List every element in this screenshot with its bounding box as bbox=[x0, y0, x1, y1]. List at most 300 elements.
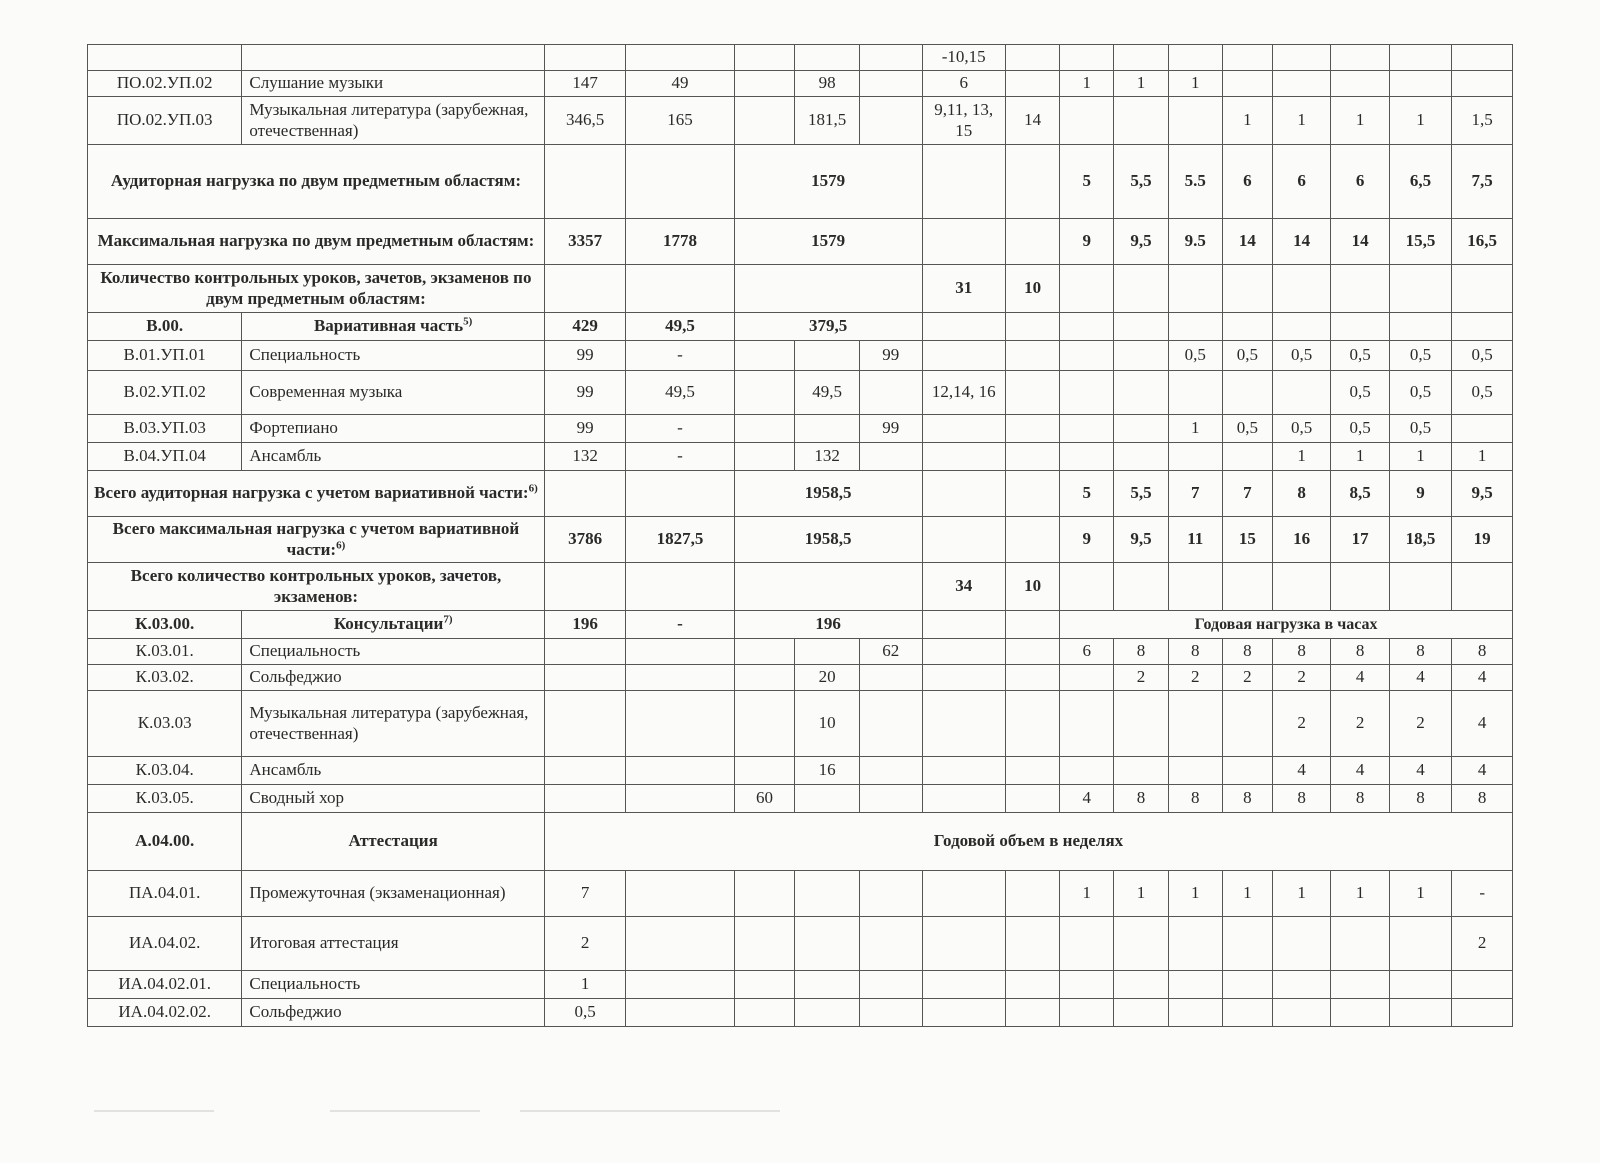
cell-text: Всего аудиторная нагрузка с учетом вариативной части: bbox=[94, 483, 529, 503]
table-cell bbox=[1222, 971, 1272, 999]
table-cell bbox=[626, 971, 734, 999]
table-cell bbox=[242, 871, 545, 917]
table-cell bbox=[734, 45, 795, 71]
table-cell bbox=[1060, 639, 1114, 665]
total-aud-label bbox=[88, 471, 545, 517]
cell-text: 7 bbox=[1243, 483, 1252, 503]
table-cell bbox=[1060, 45, 1114, 71]
table-cell bbox=[88, 971, 242, 999]
table-cell bbox=[1389, 443, 1452, 471]
table-cell bbox=[1452, 341, 1513, 371]
table-cell bbox=[1452, 999, 1513, 1027]
attest-header-row bbox=[88, 813, 1513, 871]
cell-text: 147 bbox=[572, 73, 598, 93]
table-cell bbox=[1168, 917, 1222, 971]
cell-text: В.04.УП.04 bbox=[123, 446, 206, 466]
cell-text: 1 bbox=[1191, 73, 1200, 93]
table-cell bbox=[1114, 415, 1168, 443]
cell-text: 4 bbox=[1297, 760, 1306, 780]
cell-text: Аудиторная нагрузка по двум предметным областям: bbox=[110, 171, 521, 191]
table-cell bbox=[795, 757, 860, 785]
cell-text: 9 bbox=[1082, 231, 1092, 251]
table-cell bbox=[1168, 757, 1222, 785]
cell-text: К.03.02. bbox=[135, 667, 194, 687]
table-cell bbox=[88, 665, 242, 691]
cell-text: 2 bbox=[1243, 667, 1252, 687]
cell-text: 8 bbox=[1477, 788, 1487, 808]
table-cell bbox=[1168, 639, 1222, 665]
cell-text: 8 bbox=[1243, 788, 1252, 808]
cell-text: 379,5 bbox=[809, 316, 848, 336]
table-cell bbox=[1168, 265, 1222, 313]
table-cell bbox=[1114, 517, 1168, 563]
table-cell bbox=[922, 313, 1005, 341]
table-cell bbox=[734, 871, 795, 917]
table-cell bbox=[242, 415, 545, 443]
cell-text: 0,5 bbox=[1409, 382, 1432, 402]
table-cell bbox=[1452, 971, 1513, 999]
table-cell bbox=[242, 97, 545, 145]
table-cell bbox=[922, 917, 1005, 971]
table-cell bbox=[734, 517, 922, 563]
table-cell bbox=[1331, 917, 1389, 971]
table-cell bbox=[1389, 639, 1452, 665]
table-cell bbox=[1222, 757, 1272, 785]
table-cell bbox=[1331, 443, 1389, 471]
cell-text: 1958,5 bbox=[804, 483, 852, 503]
table-cell bbox=[544, 757, 625, 785]
table-cell bbox=[1060, 471, 1114, 517]
cell-text: 0,5 bbox=[1349, 418, 1371, 438]
table-cell bbox=[88, 917, 242, 971]
cell-text: 1 bbox=[1082, 883, 1092, 903]
table-cell bbox=[626, 999, 734, 1027]
table-cell bbox=[1389, 917, 1452, 971]
table-cell bbox=[1452, 415, 1513, 443]
table-cell bbox=[734, 97, 795, 145]
table-cell bbox=[544, 265, 625, 313]
cell-text: 9 bbox=[1082, 529, 1092, 549]
table-cell bbox=[1114, 917, 1168, 971]
footnote-mark: 6) bbox=[528, 482, 538, 495]
table-cell bbox=[1331, 219, 1389, 265]
table-cell bbox=[544, 517, 625, 563]
table-cell bbox=[626, 871, 734, 917]
table-cell bbox=[1389, 757, 1452, 785]
cell-text: 9,5 bbox=[1130, 231, 1152, 251]
table-cell bbox=[922, 145, 1005, 219]
cell-text: К.03.00. bbox=[135, 614, 195, 634]
table-cell bbox=[1389, 97, 1452, 145]
table-cell bbox=[1005, 97, 1059, 145]
cell-text: 6 bbox=[1243, 171, 1252, 191]
cell-text: 8 bbox=[1355, 788, 1365, 808]
cell-text: 196 bbox=[815, 614, 841, 634]
cell-text: 346,5 bbox=[565, 110, 605, 130]
table-cell bbox=[1060, 757, 1114, 785]
table-cell bbox=[88, 97, 242, 145]
table-cell bbox=[544, 917, 625, 971]
cell-text: 8 bbox=[1136, 788, 1146, 808]
cell-text: 0,5 bbox=[1471, 345, 1493, 365]
table-cell bbox=[922, 871, 1005, 917]
cell-text: 16 bbox=[1293, 529, 1311, 549]
table-cell bbox=[1331, 757, 1389, 785]
table-cell bbox=[88, 415, 242, 443]
table-row bbox=[88, 415, 1513, 443]
table-cell bbox=[1452, 45, 1513, 71]
table-cell bbox=[242, 71, 545, 97]
total-max-label bbox=[88, 517, 545, 563]
cell-text: 49,5 bbox=[665, 316, 695, 336]
table-cell bbox=[1060, 97, 1114, 145]
table-cell bbox=[1222, 97, 1272, 145]
table-cell bbox=[734, 999, 795, 1027]
table-cell bbox=[1168, 871, 1222, 917]
table-cell bbox=[1389, 145, 1452, 219]
cell-text: 1 bbox=[1191, 418, 1200, 438]
table-cell bbox=[242, 999, 545, 1027]
table-cell bbox=[734, 371, 795, 415]
footnote-mark: 6) bbox=[336, 538, 346, 551]
cell-text: 5,5 bbox=[1130, 171, 1152, 191]
cell-text: ИА.04.02. bbox=[129, 933, 201, 953]
cell-text: 181,5 bbox=[807, 110, 847, 130]
cell-text: Сольфеджио bbox=[249, 1002, 342, 1022]
table-cell bbox=[859, 443, 922, 471]
table-cell bbox=[1114, 785, 1168, 813]
table-cell bbox=[242, 611, 545, 639]
cell-text: 1 bbox=[1297, 446, 1306, 466]
cell-text: 17 bbox=[1351, 529, 1369, 549]
table-cell bbox=[1272, 757, 1330, 785]
table-cell bbox=[544, 611, 625, 639]
table-cell bbox=[1114, 563, 1168, 611]
table-cell bbox=[88, 757, 242, 785]
table-cell bbox=[626, 219, 734, 265]
table-cell bbox=[795, 999, 860, 1027]
cell-text: 1 bbox=[1297, 110, 1306, 130]
table-cell bbox=[1114, 639, 1168, 665]
table-cell bbox=[795, 71, 860, 97]
table-cell bbox=[242, 917, 545, 971]
cell-text: 14 bbox=[1238, 231, 1256, 251]
cell-text: 16,5 bbox=[1467, 231, 1498, 251]
cell-text: 1 bbox=[1297, 883, 1306, 903]
table-cell bbox=[1272, 971, 1330, 999]
cell-text: 8 bbox=[1297, 641, 1306, 661]
table-cell bbox=[626, 757, 734, 785]
table-cell bbox=[859, 917, 922, 971]
table-cell bbox=[1452, 757, 1513, 785]
table-cell bbox=[859, 45, 922, 71]
table-cell bbox=[1222, 871, 1272, 917]
cell-text: 8 bbox=[1416, 641, 1425, 661]
cell-text: 1579 bbox=[811, 231, 846, 251]
table-cell bbox=[859, 999, 922, 1027]
footnote-mark: 7) bbox=[443, 613, 453, 626]
table-cell bbox=[1331, 313, 1389, 341]
table-cell bbox=[1005, 371, 1059, 415]
table-cell bbox=[1272, 871, 1330, 917]
table-cell bbox=[1168, 415, 1222, 443]
table-cell bbox=[242, 443, 545, 471]
cell-text: 49,5 bbox=[812, 382, 842, 402]
cell-text: 1,5 bbox=[1471, 110, 1493, 130]
cell-text: 7 bbox=[580, 883, 590, 903]
cell-text: 2 bbox=[1477, 933, 1487, 953]
table-cell bbox=[1005, 757, 1059, 785]
table-cell bbox=[544, 691, 625, 757]
table-cell bbox=[1389, 219, 1452, 265]
table-cell bbox=[859, 785, 922, 813]
table-cell bbox=[242, 757, 545, 785]
table-cell bbox=[1452, 917, 1513, 971]
table-cell bbox=[922, 971, 1005, 999]
cell-text: 1 bbox=[1416, 883, 1425, 903]
table-cell bbox=[1005, 471, 1059, 517]
table-cell bbox=[1452, 471, 1513, 517]
cell-text: 0,5 bbox=[1471, 382, 1493, 402]
table-cell bbox=[1331, 45, 1389, 71]
table-cell bbox=[626, 265, 734, 313]
table-cell bbox=[626, 639, 734, 665]
table-cell bbox=[626, 341, 734, 371]
table-cell bbox=[1114, 971, 1168, 999]
table-cell bbox=[88, 371, 242, 415]
table-cell bbox=[859, 415, 922, 443]
table-cell bbox=[88, 341, 242, 371]
cell-text: Максимальная нагрузка по двум предметным областям: bbox=[97, 231, 535, 251]
table-cell bbox=[1060, 665, 1114, 691]
cell-text: 14 bbox=[1024, 110, 1042, 130]
table-cell bbox=[859, 665, 922, 691]
cell-text: - bbox=[1479, 883, 1485, 903]
table-cell bbox=[1168, 443, 1222, 471]
table-cell bbox=[1452, 313, 1513, 341]
table-cell bbox=[1389, 691, 1452, 757]
cell-text: 6,5 bbox=[1409, 171, 1432, 191]
table-cell bbox=[1005, 71, 1059, 97]
table-cell bbox=[1005, 313, 1059, 341]
table-cell bbox=[1222, 563, 1272, 611]
table-cell bbox=[922, 471, 1005, 517]
table-cell bbox=[734, 443, 795, 471]
table-cell bbox=[859, 97, 922, 145]
table-cell bbox=[734, 691, 795, 757]
table-cell bbox=[1331, 371, 1389, 415]
table-cell bbox=[734, 219, 922, 265]
table-cell bbox=[1114, 145, 1168, 219]
cell-text: 8 bbox=[1191, 641, 1200, 661]
table-cell bbox=[1331, 563, 1389, 611]
cell-text: 9,5 bbox=[1471, 483, 1493, 503]
aud-load-row bbox=[88, 145, 1513, 219]
cell-text: Всего максимальная нагрузка с учетом вариативной части: bbox=[112, 519, 520, 559]
table-cell bbox=[626, 517, 734, 563]
table-cell bbox=[1389, 415, 1452, 443]
cell-text: 1 bbox=[1416, 446, 1425, 466]
table-cell bbox=[1331, 785, 1389, 813]
table-cell bbox=[1272, 371, 1330, 415]
table-cell bbox=[1222, 639, 1272, 665]
table-cell bbox=[626, 665, 734, 691]
table-cell bbox=[88, 813, 242, 871]
cell-text: 196 bbox=[572, 614, 598, 634]
cell-text: 1778 bbox=[663, 231, 697, 251]
cell-text: 165 bbox=[667, 110, 693, 130]
table-cell bbox=[795, 443, 860, 471]
table-cell bbox=[1060, 517, 1114, 563]
table-cell bbox=[734, 563, 922, 611]
table-cell bbox=[1060, 971, 1114, 999]
table-cell bbox=[544, 71, 625, 97]
cell-text: 0,5 bbox=[1349, 382, 1371, 402]
table-row bbox=[88, 785, 1513, 813]
table-cell bbox=[242, 785, 545, 813]
table-cell bbox=[544, 341, 625, 371]
table-cell bbox=[1005, 563, 1059, 611]
table-cell bbox=[1331, 265, 1389, 313]
cell-text: 8 bbox=[1477, 641, 1487, 661]
table-row bbox=[88, 917, 1513, 971]
table-cell bbox=[1272, 443, 1330, 471]
table-cell bbox=[1272, 145, 1330, 219]
table-cell bbox=[242, 341, 545, 371]
table-cell bbox=[922, 341, 1005, 371]
table-cell bbox=[1272, 639, 1330, 665]
cell-text: 9.5 bbox=[1184, 231, 1206, 251]
table-cell bbox=[1272, 97, 1330, 145]
table-row bbox=[88, 971, 1513, 999]
table-cell bbox=[1168, 219, 1222, 265]
cell-text: 1827,5 bbox=[656, 529, 704, 549]
table-cell bbox=[795, 341, 860, 371]
cell-text: 20 bbox=[818, 667, 836, 687]
cell-text: В.03.УП.03 bbox=[123, 418, 206, 438]
table-cell bbox=[1114, 471, 1168, 517]
table-cell bbox=[795, 45, 860, 71]
table-cell bbox=[922, 45, 1005, 71]
table-cell bbox=[1005, 871, 1059, 917]
table-cell bbox=[1060, 999, 1114, 1027]
table-cell bbox=[1331, 691, 1389, 757]
table-cell bbox=[1272, 415, 1330, 443]
table-cell bbox=[1060, 415, 1114, 443]
cell-text: 4 bbox=[1416, 667, 1425, 687]
cell-text: 31 bbox=[955, 278, 973, 298]
table-cell bbox=[1331, 999, 1389, 1027]
table-cell bbox=[1389, 971, 1452, 999]
table-cell bbox=[859, 341, 922, 371]
cell-text: Консультации bbox=[333, 614, 444, 634]
cell-text: 99 bbox=[576, 382, 594, 402]
table-cell bbox=[544, 219, 625, 265]
cell-text: Промежуточная (экзаменационная) bbox=[249, 883, 506, 903]
cell-text: 8,5 bbox=[1349, 483, 1371, 503]
cell-text: ПА.04.01. bbox=[129, 883, 201, 903]
table-row bbox=[88, 639, 1513, 665]
table-cell bbox=[544, 999, 625, 1027]
table-cell bbox=[1222, 999, 1272, 1027]
table-cell bbox=[1331, 415, 1389, 443]
cell-text: 0,5 bbox=[1291, 418, 1313, 438]
cell-text: Вариативная часть bbox=[313, 316, 464, 336]
cell-text: 5 bbox=[1082, 483, 1092, 503]
table-cell bbox=[88, 785, 242, 813]
table-cell bbox=[1060, 219, 1114, 265]
table-cell bbox=[1389, 313, 1452, 341]
cell-text: К.03.05. bbox=[135, 788, 194, 808]
consult-header-row bbox=[88, 611, 1513, 639]
total-aud-row bbox=[88, 471, 1513, 517]
table-cell bbox=[1168, 71, 1222, 97]
table-cell bbox=[859, 971, 922, 999]
table-cell bbox=[1331, 71, 1389, 97]
table-cell bbox=[1331, 639, 1389, 665]
table-cell bbox=[1114, 313, 1168, 341]
cell-text: ИА.04.02.01. bbox=[118, 974, 211, 994]
table-cell bbox=[626, 371, 734, 415]
table-cell bbox=[1272, 471, 1330, 517]
table-cell bbox=[1060, 313, 1114, 341]
table-cell bbox=[88, 639, 242, 665]
cell-text: 0,5 bbox=[1409, 418, 1432, 438]
table-cell bbox=[922, 665, 1005, 691]
table-cell bbox=[1005, 971, 1059, 999]
table-cell bbox=[859, 871, 922, 917]
cell-text: 18,5 bbox=[1405, 529, 1436, 549]
table-cell bbox=[922, 785, 1005, 813]
table-cell bbox=[626, 145, 734, 219]
table-cell bbox=[1331, 971, 1389, 999]
cell-text: К.03.03 bbox=[137, 713, 192, 733]
table-cell bbox=[544, 415, 625, 443]
table-cell bbox=[1389, 45, 1452, 71]
table-cell bbox=[626, 443, 734, 471]
table-cell bbox=[1114, 691, 1168, 757]
cell-text: - bbox=[677, 614, 683, 634]
cell-text: 1 bbox=[1416, 110, 1425, 130]
max-load-label bbox=[88, 219, 545, 265]
table-cell bbox=[1005, 341, 1059, 371]
cell-text: 60 bbox=[756, 788, 773, 808]
cell-text: 34 bbox=[955, 576, 973, 596]
cell-text: 2 bbox=[1297, 667, 1306, 687]
table-cell bbox=[544, 971, 625, 999]
footnote-mark: 5) bbox=[463, 315, 473, 328]
cell-text: 99 bbox=[882, 418, 900, 438]
table-cell bbox=[544, 371, 625, 415]
table-cell bbox=[1114, 219, 1168, 265]
cell-text: Современная музыка bbox=[249, 382, 403, 402]
table-cell bbox=[1168, 563, 1222, 611]
table-cell bbox=[734, 415, 795, 443]
table-cell bbox=[1060, 563, 1114, 611]
table-cell bbox=[1114, 871, 1168, 917]
cell-text: 5 bbox=[1082, 171, 1092, 191]
cell-text: 15 bbox=[1238, 529, 1256, 549]
cell-text: 0,5 bbox=[574, 1002, 596, 1022]
cell-text: 8 bbox=[1416, 788, 1425, 808]
table-cell bbox=[626, 313, 734, 341]
table-cell bbox=[734, 785, 795, 813]
table-row bbox=[88, 341, 1513, 371]
table-cell bbox=[626, 97, 734, 145]
table-cell bbox=[242, 45, 545, 71]
table-cell bbox=[1331, 471, 1389, 517]
cell-text: 16 bbox=[818, 760, 836, 780]
